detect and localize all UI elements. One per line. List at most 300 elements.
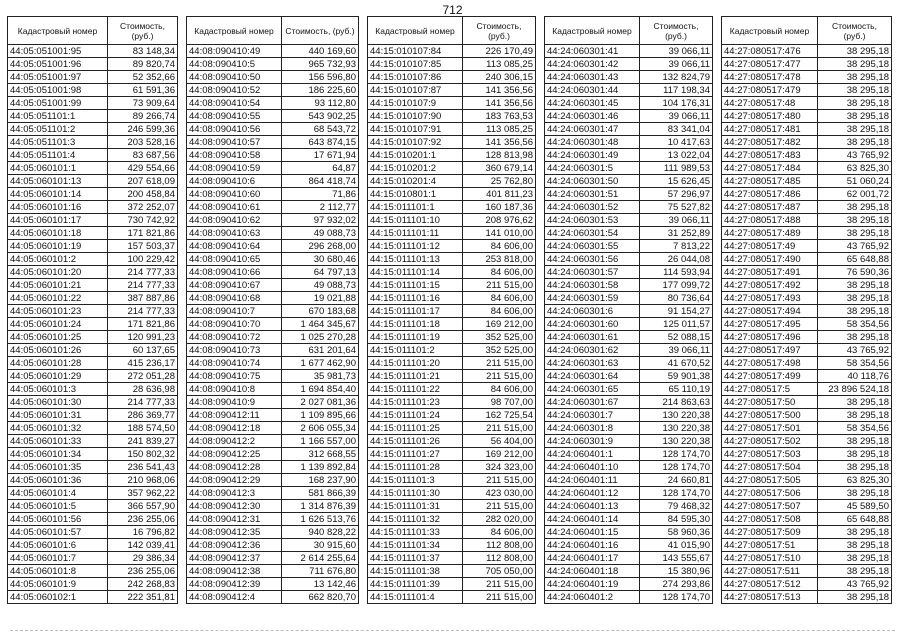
cost-cell: 30 915,60 xyxy=(282,539,359,552)
cadastral-number-cell: 44:15:010201:2 xyxy=(368,162,463,175)
table-row xyxy=(368,253,536,266)
cadastral-number-cell: 44:15:011101:20 xyxy=(368,357,463,370)
cost-cell: 2 606 055,34 xyxy=(282,422,359,435)
cost-cell: 38 295,18 xyxy=(818,58,892,71)
cost-cell: 15 626,45 xyxy=(640,175,713,188)
cadastral-number-cell: 44:15:010201:1 xyxy=(368,149,463,162)
cost-table-3 xyxy=(367,16,536,604)
table-row xyxy=(722,58,892,71)
cost-cell: 272 051,28 xyxy=(108,370,178,383)
table-row xyxy=(722,201,892,214)
cost-cell: 23 896 524,18 xyxy=(818,383,892,396)
cost-cell: 2 027 081,36 xyxy=(282,396,359,409)
table-row xyxy=(368,526,536,539)
cost-cell: 157 503,37 xyxy=(108,240,178,253)
cadastral-number-cell: 44:27:080517:51 xyxy=(722,539,818,552)
cadastral-number-cell: 44:15:010201:4 xyxy=(368,175,463,188)
table-row xyxy=(8,591,178,604)
table-row xyxy=(545,71,713,84)
table-row xyxy=(545,461,713,474)
cadastral-number-cell: 44:08:090410:7 xyxy=(187,305,282,318)
cadastral-number-cell: 44:05:060101:17 xyxy=(8,214,108,227)
cost-cell: 111 989,53 xyxy=(640,162,713,175)
cost-cell: 76 590,36 xyxy=(818,266,892,279)
table-row xyxy=(368,136,536,149)
table-row xyxy=(722,448,892,461)
table-row xyxy=(368,214,536,227)
cadastral-number-cell: 44:05:060101:20 xyxy=(8,266,108,279)
cadastral-number-cell: 44:05:060101:7 xyxy=(8,552,108,565)
table-row xyxy=(8,227,178,240)
cadastral-number-cell: 44:24:060301:53 xyxy=(545,214,640,227)
cost-cell: 29 386,34 xyxy=(108,552,178,565)
table-row xyxy=(368,422,536,435)
cost-cell: 38 295,18 xyxy=(818,565,892,578)
cadastral-number-cell: 44:24:060401:14 xyxy=(545,513,640,526)
table-row xyxy=(8,188,178,201)
cost-cell: 2 112,77 xyxy=(282,201,359,214)
cost-cell: 670 183,68 xyxy=(282,305,359,318)
cadastral-number-cell: 44:08:090410:5 xyxy=(187,58,282,71)
table-row xyxy=(545,305,713,318)
cost-cell: 296 268,00 xyxy=(282,240,359,253)
cost-cell: 25 762,80 xyxy=(463,175,536,188)
cost-cell: 730 742,92 xyxy=(108,214,178,227)
cadastral-number-cell: 44:05:060102:1 xyxy=(8,591,108,604)
cost-table-5 xyxy=(721,16,892,604)
table-row xyxy=(545,58,713,71)
table-row xyxy=(8,409,178,422)
table-row xyxy=(545,292,713,305)
cost-cell: 128 174,70 xyxy=(640,461,713,474)
cost-cell: 401 811,23 xyxy=(463,188,536,201)
cadastral-number-cell: 44:27:080517:511 xyxy=(722,565,818,578)
cadastral-number-cell: 44:24:060301:6 xyxy=(545,305,640,318)
cadastral-number-cell: 44:24:060301:5 xyxy=(545,162,640,175)
cadastral-number-cell: 44:27:080517:512 xyxy=(722,578,818,591)
cost-cell: 84 606,00 xyxy=(463,383,536,396)
cadastral-number-cell: 44:05:060101:23 xyxy=(8,305,108,318)
table-row xyxy=(187,565,359,578)
cost-cell: 64 797,13 xyxy=(282,266,359,279)
table-row xyxy=(187,279,359,292)
cadastral-number-cell: 44:08:090410:70 xyxy=(187,318,282,331)
cadastral-number-cell: 44:08:090410:61 xyxy=(187,201,282,214)
cost-cell: 38 295,18 xyxy=(818,45,892,58)
cadastral-number-cell: 44:08:090412:28 xyxy=(187,461,282,474)
table-row xyxy=(8,526,178,539)
cost-cell: 214 863,63 xyxy=(640,396,713,409)
table-row xyxy=(187,253,359,266)
table-row xyxy=(368,201,536,214)
cost-cell: 38 295,18 xyxy=(818,292,892,305)
cost-cell: 39 066,11 xyxy=(640,344,713,357)
cadastral-number-cell: 44:24:060301:8 xyxy=(545,422,640,435)
cadastral-number-cell: 44:27:080517:50 xyxy=(722,396,818,409)
cadastral-number-cell: 44:08:090410:59 xyxy=(187,162,282,175)
cadastral-number-cell: 44:05:060101:2 xyxy=(8,253,108,266)
cadastral-number-cell: 44:05:051101:2 xyxy=(8,123,108,136)
cadastral-number-cell: 44:24:060401:12 xyxy=(545,487,640,500)
cost-cell: 128 174,70 xyxy=(640,448,713,461)
table-row xyxy=(187,305,359,318)
cost-cell: 38 295,18 xyxy=(818,331,892,344)
table-row xyxy=(722,279,892,292)
table-row xyxy=(187,396,359,409)
cost-cell: 63 825,30 xyxy=(818,474,892,487)
cadastral-number-cell: 44:24:060301:47 xyxy=(545,123,640,136)
table-row xyxy=(187,552,359,565)
table-row xyxy=(368,474,536,487)
cost-cell: 128 174,70 xyxy=(640,591,713,604)
table-row xyxy=(187,188,359,201)
cadastral-number-cell: 44:05:051001:98 xyxy=(8,84,108,97)
table-row xyxy=(545,396,713,409)
table-row xyxy=(545,149,713,162)
cadastral-number-cell: 44:24:060301:51 xyxy=(545,188,640,201)
table-row xyxy=(722,162,892,175)
cadastral-number-cell: 44:27:080517:476 xyxy=(722,45,818,58)
cost-cell: 169 212,00 xyxy=(463,318,536,331)
table-row xyxy=(8,240,178,253)
table-row xyxy=(8,344,178,357)
cost-cell: 64,87 xyxy=(282,162,359,175)
table-row xyxy=(722,500,892,513)
cadastral-number-cell: 44:15:011101:12 xyxy=(368,240,463,253)
table-row xyxy=(368,292,536,305)
cost-cell: 543 902,25 xyxy=(282,110,359,123)
table-row xyxy=(8,71,178,84)
cadastral-number-cell: 44:05:060101:31 xyxy=(8,409,108,422)
table-row xyxy=(187,409,359,422)
cadastral-number-cell: 44:24:060301:44 xyxy=(545,84,640,97)
cost-cell: 130 220,38 xyxy=(640,422,713,435)
table-row xyxy=(187,136,359,149)
table-row xyxy=(8,474,178,487)
cadastral-number-cell: 44:27:080517:492 xyxy=(722,279,818,292)
cadastral-number-cell: 44:08:090410:56 xyxy=(187,123,282,136)
cadastral-number-cell: 44:08:090410:62 xyxy=(187,214,282,227)
table-row xyxy=(545,240,713,253)
cadastral-number-cell: 44:15:011101:18 xyxy=(368,318,463,331)
cadastral-number-cell: 44:24:060401:18 xyxy=(545,565,640,578)
cadastral-number-cell: 44:05:060101:57 xyxy=(8,526,108,539)
table-row xyxy=(8,500,178,513)
cost-cell: 38 295,18 xyxy=(818,461,892,474)
cost-cell: 113 085,25 xyxy=(463,123,536,136)
cost-cell: 940 828,22 xyxy=(282,526,359,539)
cost-cell: 171 821,86 xyxy=(108,227,178,240)
cadastral-number-cell: 44:05:060101:1 xyxy=(8,162,108,175)
cost-cell: 41 015,90 xyxy=(640,539,713,552)
cadastral-number-cell: 44:08:090410:73 xyxy=(187,344,282,357)
cost-cell: 39 066,11 xyxy=(640,214,713,227)
cadastral-number-cell: 44:05:060101:35 xyxy=(8,461,108,474)
cadastral-number-cell: 44:24:060301:49 xyxy=(545,149,640,162)
table-row xyxy=(368,409,536,422)
cost-cell: 49 088,73 xyxy=(282,227,359,240)
table-row xyxy=(187,331,359,344)
cadastral-number-cell: 44:05:060101:26 xyxy=(8,344,108,357)
cost-cell: 236 255,06 xyxy=(108,513,178,526)
table-row xyxy=(722,461,892,474)
table-row xyxy=(368,448,536,461)
cost-cell: 38 295,18 xyxy=(818,539,892,552)
table-row xyxy=(368,279,536,292)
cost-cell: 52 352,66 xyxy=(108,71,178,84)
cadastral-number-cell: 44:27:080517:498 xyxy=(722,357,818,370)
cost-cell: 423 030,00 xyxy=(463,487,536,500)
table-row xyxy=(368,565,536,578)
cost-cell: 58 354,56 xyxy=(818,422,892,435)
table-row xyxy=(545,422,713,435)
cost-cell: 156 596,80 xyxy=(282,71,359,84)
cost-cell: 13 142,46 xyxy=(282,578,359,591)
cost-cell: 242 268,83 xyxy=(108,578,178,591)
cost-cell: 97 932,02 xyxy=(282,214,359,227)
cadastral-number-cell: 44:27:080517:481 xyxy=(722,123,818,136)
table-row xyxy=(187,500,359,513)
cadastral-number-cell: 44:24:060301:62 xyxy=(545,344,640,357)
cadastral-number-cell: 44:24:060401:17 xyxy=(545,552,640,565)
table-row xyxy=(722,110,892,123)
cadastral-number-cell: 44:08:090410:54 xyxy=(187,97,282,110)
table-row xyxy=(8,448,178,461)
table-row xyxy=(8,162,178,175)
cadastral-number-cell: 44:24:060401:10 xyxy=(545,461,640,474)
table-row xyxy=(545,45,713,58)
cost-cell: 210 968,06 xyxy=(108,474,178,487)
header-cost: Стоимость, (руб.) xyxy=(818,17,892,45)
table-row xyxy=(8,370,178,383)
cost-cell: 84 606,00 xyxy=(463,240,536,253)
cost-cell: 38 295,18 xyxy=(818,409,892,422)
cadastral-number-cell: 44:05:060101:22 xyxy=(8,292,108,305)
table-row xyxy=(545,253,713,266)
table-row xyxy=(545,84,713,97)
cost-cell: 200 458,84 xyxy=(108,188,178,201)
cadastral-number-cell: 44:15:010107:91 xyxy=(368,123,463,136)
header-cost: Стоимость, (руб.) xyxy=(463,17,536,45)
cost-cell: 141 356,56 xyxy=(463,136,536,149)
cost-cell: 168 237,90 xyxy=(282,474,359,487)
table-row xyxy=(8,513,178,526)
cost-cell: 83 687,56 xyxy=(108,149,178,162)
table-row xyxy=(8,461,178,474)
cost-cell: 705 050,00 xyxy=(463,565,536,578)
table-row xyxy=(8,123,178,136)
cadastral-number-cell: 44:08:090412:31 xyxy=(187,513,282,526)
cost-cell: 1 166 557,00 xyxy=(282,435,359,448)
cadastral-number-cell: 44:05:060101:16 xyxy=(8,201,108,214)
cadastral-number-cell: 44:15:011101:33 xyxy=(368,526,463,539)
table-row xyxy=(8,422,178,435)
cost-cell: 662 820,70 xyxy=(282,591,359,604)
cost-cell: 43 765,92 xyxy=(818,149,892,162)
cadastral-number-cell: 44:15:011101:3 xyxy=(368,474,463,487)
cadastral-number-cell: 44:27:080517:496 xyxy=(722,331,818,344)
cost-cell: 241 839,27 xyxy=(108,435,178,448)
table-row xyxy=(187,175,359,188)
cadastral-number-cell: 44:27:080517:505 xyxy=(722,474,818,487)
table-body xyxy=(545,45,713,604)
cadastral-number-cell: 44:08:090410:64 xyxy=(187,240,282,253)
cadastral-number-cell: 44:05:060101:24 xyxy=(8,318,108,331)
cost-cell: 38 295,18 xyxy=(818,201,892,214)
cadastral-number-cell: 44:24:060401:19 xyxy=(545,578,640,591)
cost-cell: 38 295,18 xyxy=(818,435,892,448)
cost-cell: 160 187,36 xyxy=(463,201,536,214)
cost-cell: 211 515,00 xyxy=(463,357,536,370)
table-row xyxy=(545,487,713,500)
table-row xyxy=(187,539,359,552)
cadastral-number-cell: 44:08:090410:52 xyxy=(187,84,282,97)
table-row xyxy=(368,162,536,175)
cost-cell: 56 404,00 xyxy=(463,435,536,448)
footer-divider xyxy=(10,630,895,631)
table-row xyxy=(187,487,359,500)
cost-cell: 141 356,56 xyxy=(463,97,536,110)
cadastral-number-cell: 44:24:060301:67 xyxy=(545,396,640,409)
table-row xyxy=(8,552,178,565)
cadastral-number-cell: 44:08:090410:68 xyxy=(187,292,282,305)
table-row xyxy=(368,305,536,318)
table-row xyxy=(8,565,178,578)
cadastral-number-cell: 44:15:011101:34 xyxy=(368,539,463,552)
table-row xyxy=(187,58,359,71)
cadastral-number-cell: 44:27:080517:477 xyxy=(722,58,818,71)
table-row xyxy=(187,474,359,487)
cost-cell: 143 555,67 xyxy=(640,552,713,565)
table-body xyxy=(187,45,359,604)
cost-cell: 38 295,18 xyxy=(818,305,892,318)
header-cost: Стоимость, (руб.) xyxy=(108,17,178,45)
table-row xyxy=(187,344,359,357)
cadastral-number-cell: 44:27:080517:489 xyxy=(722,227,818,240)
cost-cell: 211 515,00 xyxy=(463,591,536,604)
cost-cell: 38 295,18 xyxy=(818,136,892,149)
table-row xyxy=(8,214,178,227)
cadastral-number-cell: 44:08:090412:37 xyxy=(187,552,282,565)
cadastral-number-cell: 44:05:051001:96 xyxy=(8,58,108,71)
cost-cell: 132 824,79 xyxy=(640,71,713,84)
cost-cell: 65 110,19 xyxy=(640,383,713,396)
cost-cell: 60 137,65 xyxy=(108,344,178,357)
cost-table-4 xyxy=(544,16,713,604)
cost-cell: 65 648,88 xyxy=(818,513,892,526)
cadastral-number-cell: 44:15:010107:86 xyxy=(368,71,463,84)
cadastral-number-cell: 44:15:011101:17 xyxy=(368,305,463,318)
table-row xyxy=(722,266,892,279)
cadastral-number-cell: 44:27:080517:478 xyxy=(722,71,818,84)
table-row xyxy=(187,149,359,162)
cost-cell: 65 648,88 xyxy=(818,253,892,266)
cost-cell: 49 088,73 xyxy=(282,279,359,292)
cadastral-number-cell: 44:27:080517:484 xyxy=(722,162,818,175)
cost-cell: 214 777,33 xyxy=(108,305,178,318)
cadastral-number-cell: 44:24:060301:52 xyxy=(545,201,640,214)
cadastral-number-cell: 44:24:060401:16 xyxy=(545,539,640,552)
table-row xyxy=(722,175,892,188)
table-row xyxy=(545,227,713,240)
cost-cell: 91 154,27 xyxy=(640,305,713,318)
cost-cell: 13 022,04 xyxy=(640,149,713,162)
cost-cell: 117 198,34 xyxy=(640,84,713,97)
table-row xyxy=(722,357,892,370)
cost-cell: 177 099,72 xyxy=(640,279,713,292)
cadastral-number-cell: 44:15:010107:9 xyxy=(368,97,463,110)
table-row xyxy=(368,227,536,240)
cadastral-number-cell: 44:27:080517:48 xyxy=(722,97,818,110)
table-row xyxy=(545,578,713,591)
cost-cell: 17 671,94 xyxy=(282,149,359,162)
table-row xyxy=(545,448,713,461)
cadastral-number-cell: 44:08:090410:9 xyxy=(187,396,282,409)
table-row xyxy=(368,71,536,84)
table-row xyxy=(722,97,892,110)
cadastral-number-cell: 44:15:011101:4 xyxy=(368,591,463,604)
cadastral-number-cell: 44:15:011101:22 xyxy=(368,383,463,396)
table-row xyxy=(368,266,536,279)
cadastral-number-cell: 44:27:080517:491 xyxy=(722,266,818,279)
cadastral-number-cell: 44:27:080517:479 xyxy=(722,84,818,97)
cadastral-number-cell: 44:27:080517:49 xyxy=(722,240,818,253)
table-row xyxy=(722,331,892,344)
cost-cell: 43 765,92 xyxy=(818,240,892,253)
table-row xyxy=(187,240,359,253)
table-row xyxy=(545,279,713,292)
cadastral-number-cell: 44:08:090410:8 xyxy=(187,383,282,396)
cost-cell: 274 293,86 xyxy=(640,578,713,591)
table-row xyxy=(8,292,178,305)
table-row xyxy=(8,175,178,188)
cadastral-number-cell: 44:15:010107:85 xyxy=(368,58,463,71)
cost-cell: 41 670,52 xyxy=(640,357,713,370)
header-cadastral-number: Кадастровый номер xyxy=(545,17,640,45)
table-row xyxy=(722,45,892,58)
cadastral-number-cell: 44:24:060301:55 xyxy=(545,240,640,253)
page-number: 712 xyxy=(442,3,463,17)
cost-cell: 38 295,18 xyxy=(818,487,892,500)
cadastral-number-cell: 44:08:090410:74 xyxy=(187,357,282,370)
table-row xyxy=(368,370,536,383)
cadastral-number-cell: 44:05:060101:21 xyxy=(8,279,108,292)
cadastral-number-cell: 44:08:090412:38 xyxy=(187,565,282,578)
cadastral-number-cell: 44:05:060101:32 xyxy=(8,422,108,435)
table-row xyxy=(368,539,536,552)
cadastral-number-cell: 44:15:011101:15 xyxy=(368,279,463,292)
cost-cell: 58 354,56 xyxy=(818,357,892,370)
cadastral-number-cell: 44:27:080517:500 xyxy=(722,409,818,422)
cost-cell: 120 991,23 xyxy=(108,331,178,344)
cadastral-number-cell: 44:05:060101:5 xyxy=(8,500,108,513)
cost-cell: 73 909,64 xyxy=(108,97,178,110)
table-row xyxy=(545,357,713,370)
cadastral-number-cell: 44:08:090410:65 xyxy=(187,253,282,266)
cadastral-number-cell: 44:27:080517:487 xyxy=(722,201,818,214)
table-row xyxy=(545,370,713,383)
cadastral-number-cell: 44:24:060301:7 xyxy=(545,409,640,422)
table-row xyxy=(8,110,178,123)
table-row xyxy=(722,292,892,305)
cadastral-number-cell: 44:05:060101:8 xyxy=(8,565,108,578)
table-row xyxy=(722,422,892,435)
cadastral-number-cell: 44:15:011101:1 xyxy=(368,201,463,214)
cost-cell: 214 777,33 xyxy=(108,279,178,292)
table-row xyxy=(545,539,713,552)
cost-cell: 360 679,14 xyxy=(463,162,536,175)
cost-cell: 142 039,41 xyxy=(108,539,178,552)
